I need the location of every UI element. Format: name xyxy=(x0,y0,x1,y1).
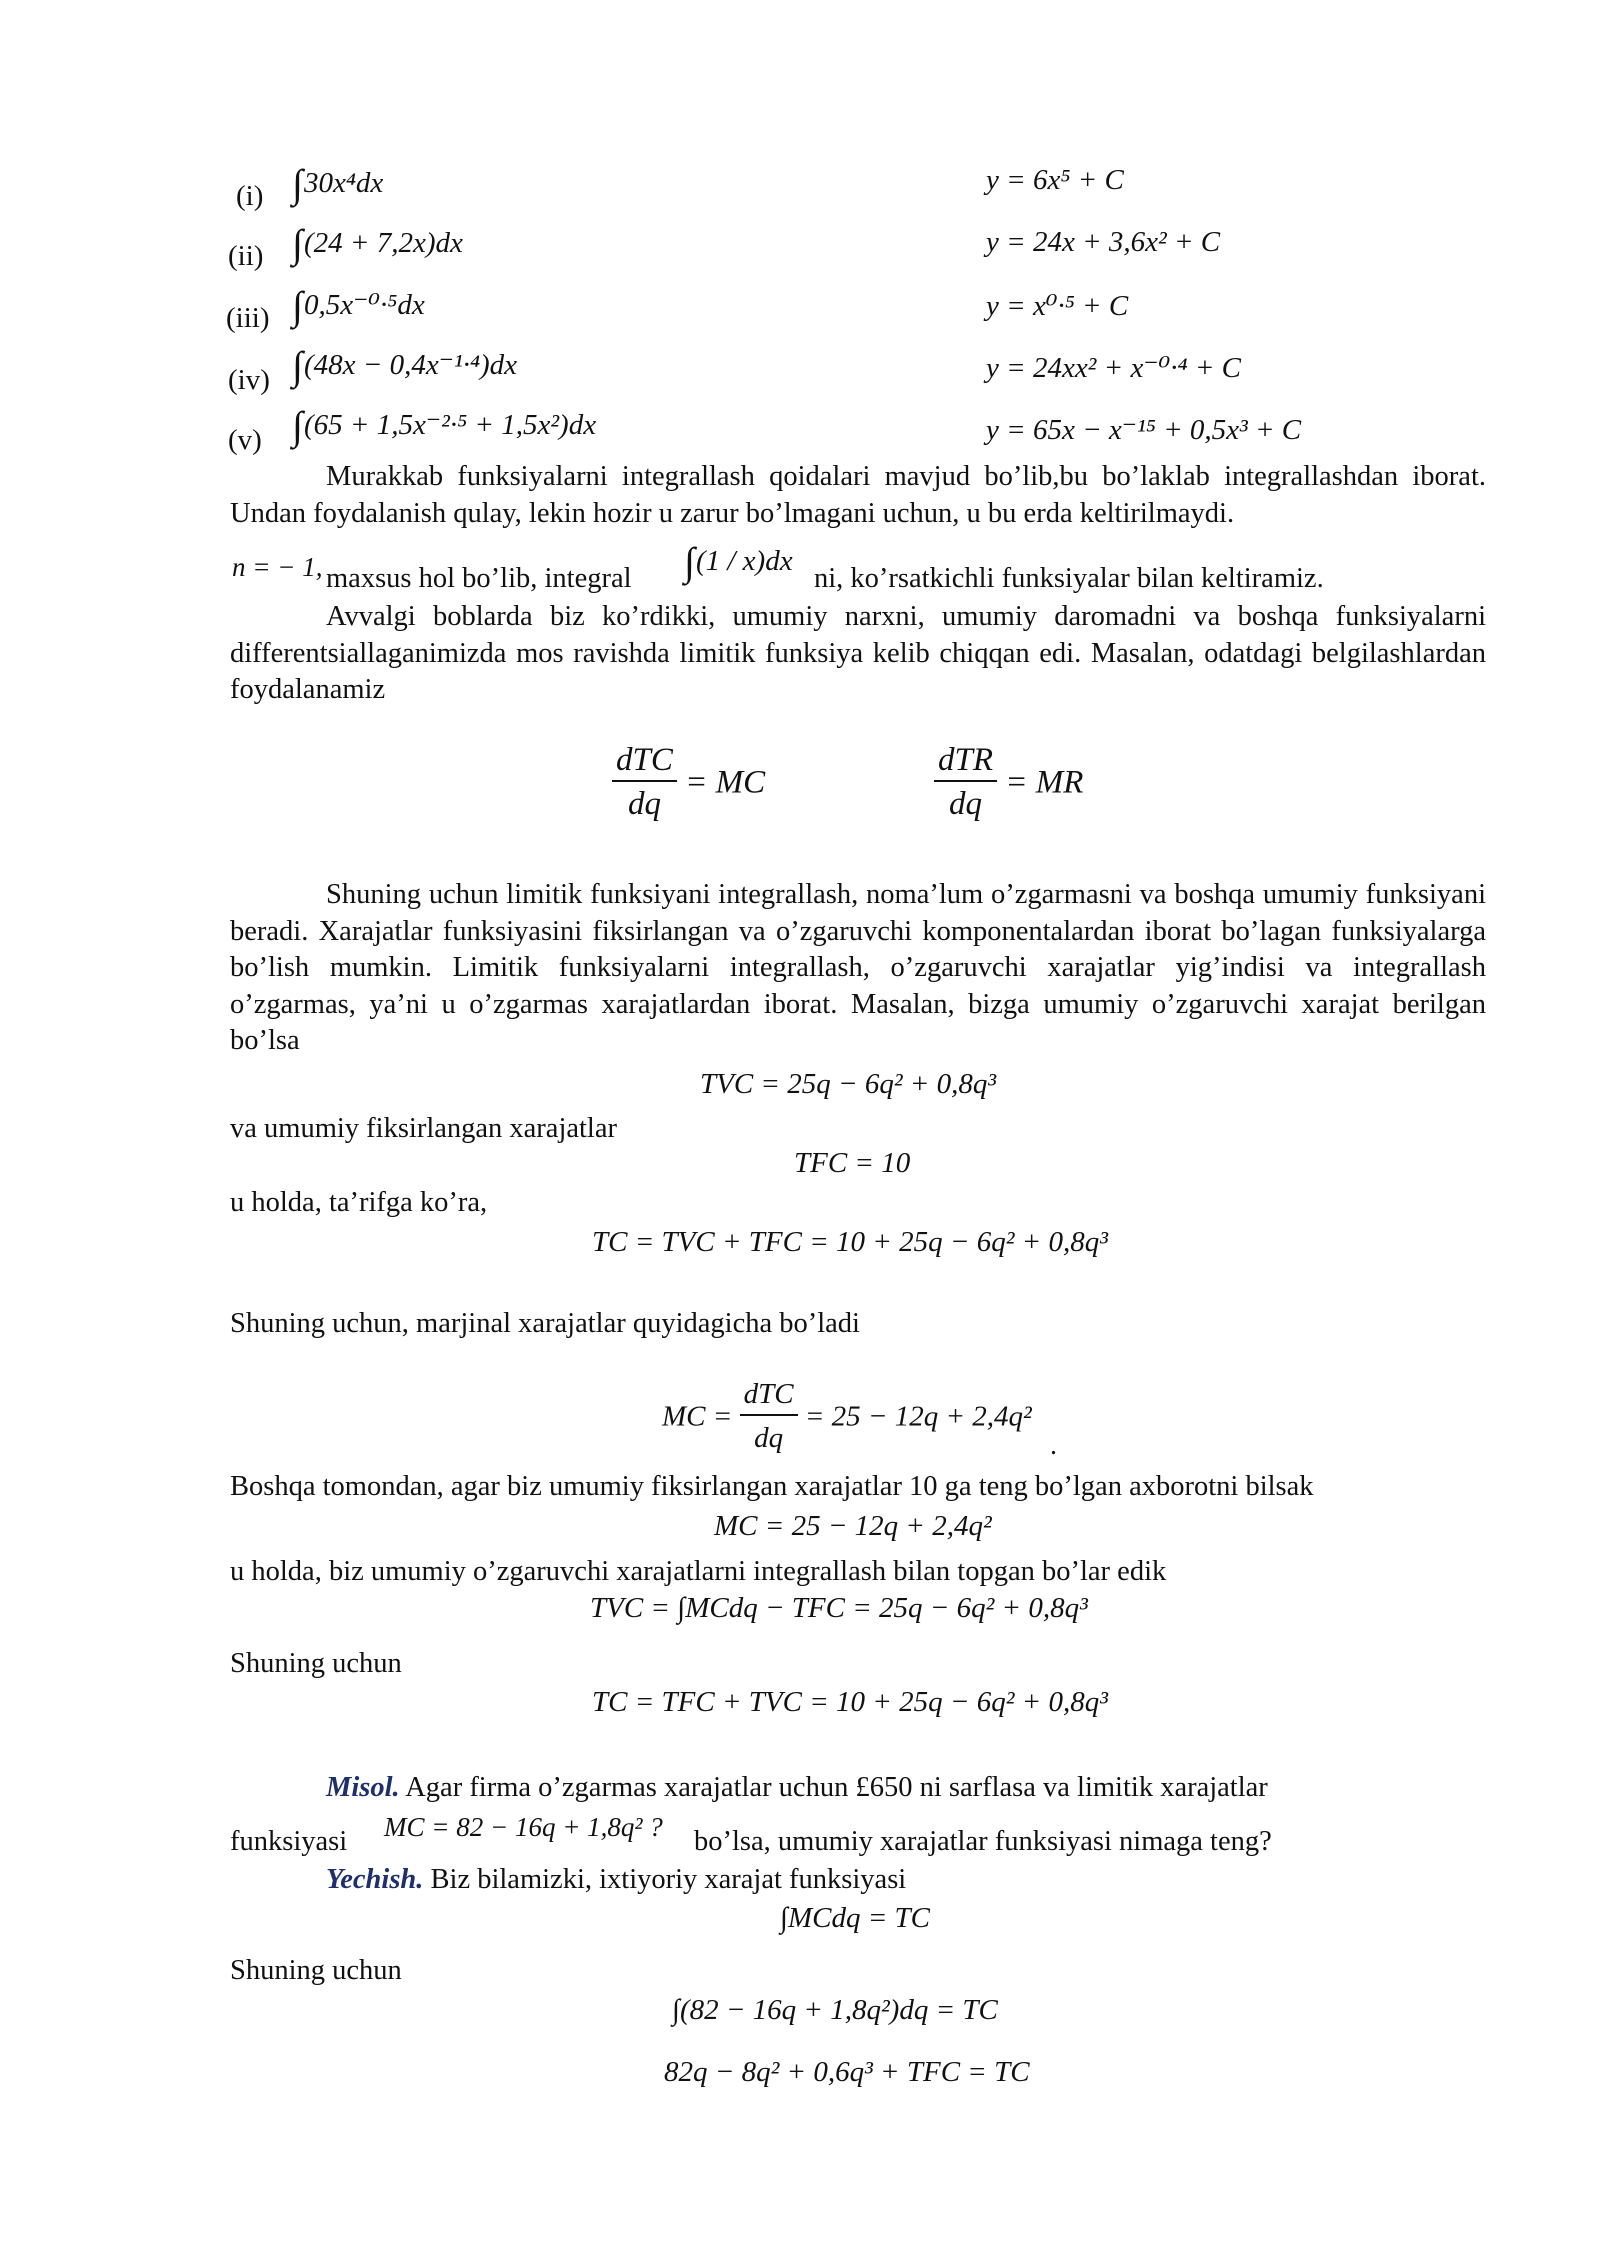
n-equals-minus-one: n = − 1, xyxy=(232,552,323,582)
exercise-label-ii: (ii) xyxy=(228,240,264,272)
formula-tvc-integral: TVC = ∫MCdq − TFC = 25q − 6q² + 0,8q³ xyxy=(590,1592,1088,1624)
exercise-answer-iv: y = 24xx² + x⁻⁰·⁴ + C xyxy=(986,352,1241,384)
text-therefore-1: Shuning uchun xyxy=(230,1648,402,1679)
example-mc-formula: MC = 82 − 16q + 1,8q² ? xyxy=(384,1812,663,1842)
exercise-label-iv: (iv) xyxy=(228,364,270,396)
exercise-answer-ii: y = 24x + 3,6x² + C xyxy=(986,226,1221,258)
text-by-definition: u holda, ta’rifga ko’ra, xyxy=(230,1187,488,1218)
formula-mc-dot: . xyxy=(1050,1430,1057,1461)
example-question: bo’lsa, umumiy xarajatlar funksiyasi nimaga teng? xyxy=(694,1826,1272,1857)
exercise-answer-i: y = 6x⁵ + C xyxy=(986,164,1124,196)
paragraph-integration-rules: Murakkab funksiyalarni integrallash qoidalari mavjud bo’lib,bu bo’laklab integrallashdan iborat. Undan foydalanish qulay, lekin hozir u zarur bo’lmagani uchun, u bu erda keltirilmaydi. xyxy=(230,461,1486,529)
exercise-integral-iii: ∫0,5x⁻⁰·⁵dx xyxy=(292,283,425,328)
text-total-fixed-costs: va umumiy fiksirlangan xarajatlar xyxy=(230,1113,617,1144)
example-label: Misol. xyxy=(326,1772,400,1803)
example-text: Agar firma o’zgarmas xarajatlar uchun £650 ni sarflasa va limitik xarajatlar xyxy=(405,1772,1268,1803)
formula-tvc: TVC = 25q − 6q² + 0,8q³ xyxy=(700,1068,997,1100)
exercise-integral-ii: ∫(24 + 7,2x)dx xyxy=(292,221,463,266)
solution-label: Yechish. xyxy=(326,1864,424,1895)
formula-integral-mc: ∫MCdq = TC xyxy=(780,1902,930,1934)
exercise-answer-iii: y = x⁰·⁵ + C xyxy=(986,290,1129,322)
text-therefore-2: Shuning uchun xyxy=(230,1955,402,1986)
exercise-label-iii: (iii) xyxy=(226,302,270,334)
formula-dtr-dq: $\frac{\text{dTR}}{dq}$ = MR xyxy=(934,740,1083,826)
exercise-integral-v: ∫(65 + 1,5x⁻²·⁵ + 1,5x²)dx xyxy=(292,403,597,448)
formula-integral-solution: ∫(82 − 16q + 1,8q²)dq = TC xyxy=(672,1994,998,2026)
example-function-word: funksiyasi xyxy=(230,1826,348,1857)
formula-final-tc: 82q − 8q² + 0,6q³ + TFC = TC xyxy=(664,2056,1030,2088)
integral-one-over-x: ∫(1 / x)dx xyxy=(684,539,793,584)
formula-mc: MC = 25 − 12q + 2,4q² xyxy=(714,1510,992,1542)
formula-dtc-dq: $\frac{\text{dTC}}{dq}$ = MC xyxy=(612,740,765,826)
formula-tfc: TFC = 10 xyxy=(794,1147,911,1179)
formula-tc-total: TC = TFC + TVC = 10 + 25q − 6q² + 0,8q³ xyxy=(592,1686,1108,1718)
paragraph-cost-components: Shuning uchun limitik funksiyani integrallash, noma’lum o’zgarmasni va boshqa umumiy funksiyani beradi. Xarajatlar funksiyasini fiksirlangan va o’zgaruvchi komponentalardan iborat bo’lagan funksiyalarga bo’lish mumkin. Limitik funksiyalarni integrallash, o’zgaruvchi xarajatlar yig’indisi va integrallash o’zgarmas, ya’ni u o’zgarmas xarajatlardan iborat. Masalan, bizga umumiy o’zgaruvchi xarajat berilgan bo’lsa xyxy=(230,879,1486,1056)
exercise-integral-i: ∫30x⁴dx xyxy=(292,161,384,206)
text-marginal-costs: Shuning uchun, marjinal xarajatlar quyidagicha bo’ladi xyxy=(230,1308,860,1339)
example-statement xyxy=(326,1770,1486,1807)
text-other-hand: Boshqa tomondan, agar biz umumiy fiksirlangan xarajatlar 10 ga teng bo’lgan axborotni bilsak xyxy=(230,1471,1314,1502)
solution-text: Biz bilamizki, ixtiyoriy xarajat funksiyasi xyxy=(430,1864,907,1895)
formula-tc: TC = TVC + TFC = 10 + 25q − 6q² + 0,8q³ xyxy=(592,1226,1108,1258)
exercise-label-i: (i) xyxy=(236,180,264,212)
exercise-answer-v: y = 65x − x⁻¹⁵ + 0,5x³ + C xyxy=(986,414,1302,446)
paragraph-special-case-end: ni, ko’rsatkichli funksiyalar bilan keltiramiz. xyxy=(814,563,1324,594)
text-integration-found: u holda, biz umumiy o’zgaruvchi xarajatlarni integrallash bilan topgan bo’lar edik xyxy=(230,1556,1167,1587)
formula-mc-derivative: MC = $\frac{\text{dTC}}{dq}$ = 25 − 12q + 2,4q² xyxy=(662,1374,1032,1460)
paragraph-marginal-functions: Avvalgi boblarda biz ko’rdikki, umumiy narxni, umumiy daromadni va boshqa funksiyalarni differentsiallaganimizda mos ravishda limitik funksiya kelib chiqqan edi. Masalan, odatdagi belgilashlardan foydalanamiz xyxy=(230,601,1486,705)
exercise-integral-iv: ∫(48x − 0,4x⁻¹·⁴)dx xyxy=(292,343,518,388)
solution-intro xyxy=(326,1862,1486,1899)
exercise-label-v: (v) xyxy=(228,424,262,456)
paragraph-special-case: maxsus hol bo’lib, integral xyxy=(326,563,632,594)
